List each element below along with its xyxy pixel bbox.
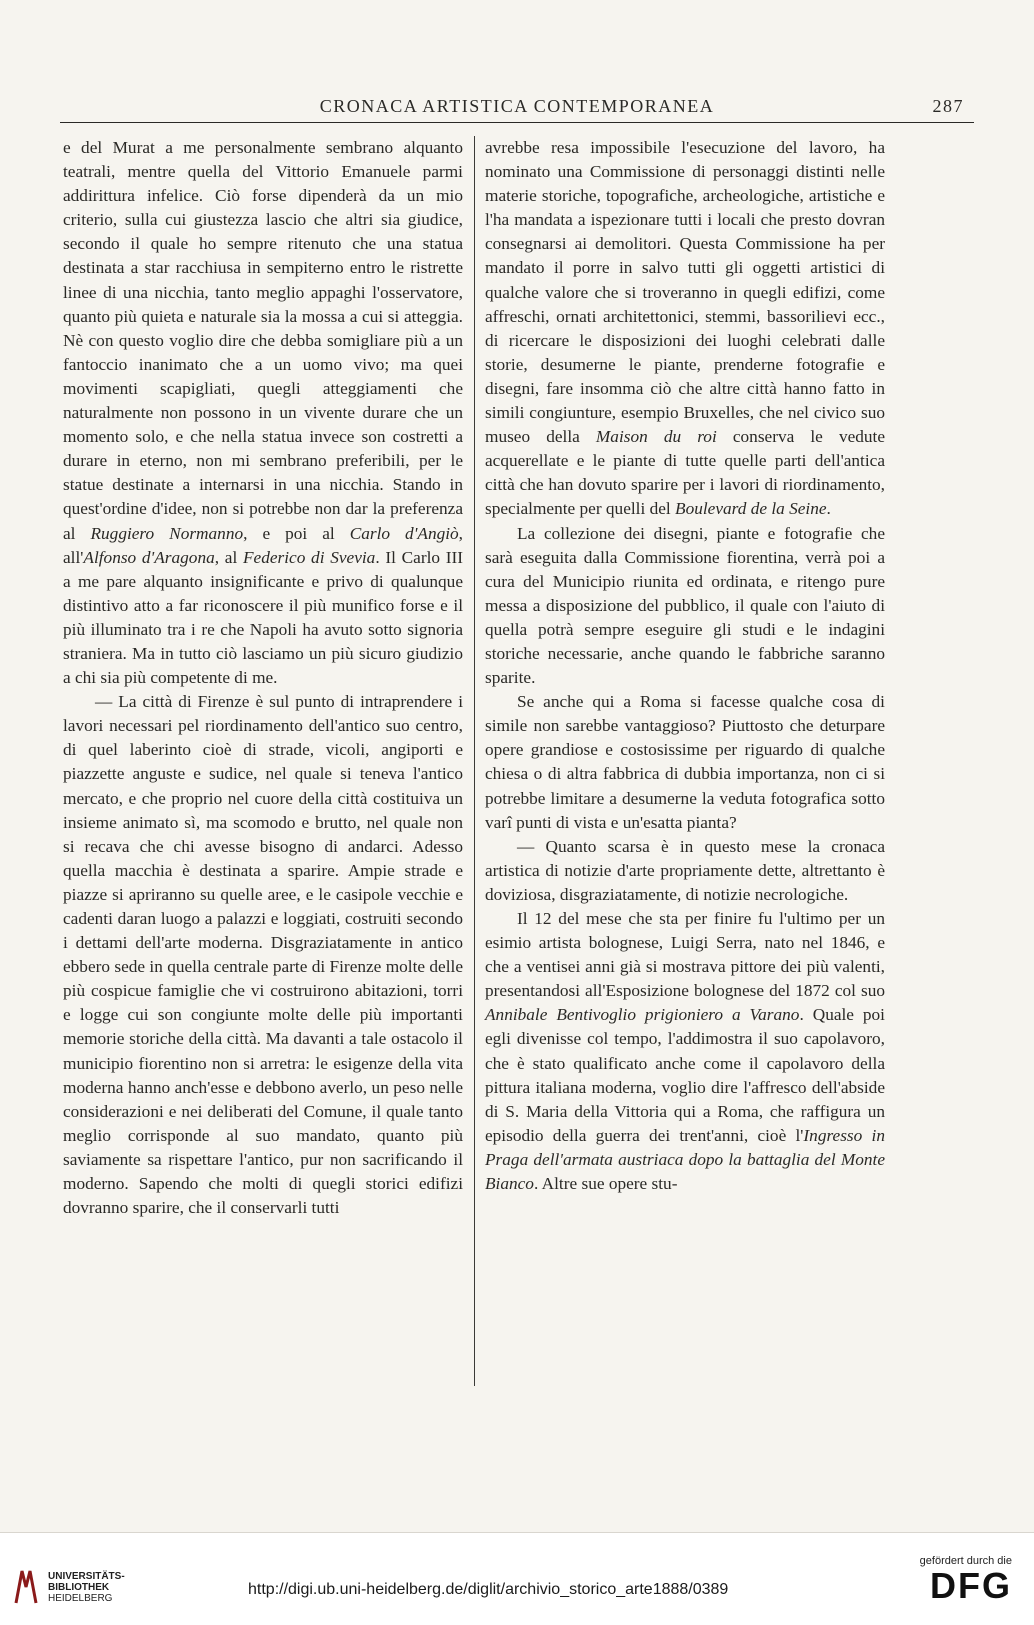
running-head <box>60 92 974 120</box>
library-logo[interactable] <box>12 1567 125 1607</box>
library-seal-icon <box>12 1567 40 1607</box>
permalink-url[interactable]: http://digi.ub.uni-heidelberg.de/diglit/archivio_storico_arte1888/0389 <box>248 1581 729 1598</box>
right-paragraph-5: Il 12 del mese che sta per finire fu l'ultimo per un esimio artista bolognese, Luigi Serra, nato nel 1846, e che a ventisei anni già si mostrava pittore dei più valenti, presentandosi all'Esposizione bolognese del 1872 col suo Annibale Bentivoglio prigioniero a Varano. Quale poi egli divenisse col tempo, l'addimostra il suo capolavoro, che è stato qualificato anche come il capolavoro della pittura italiana moderna, voglio dire l'affresco dell'abside di S. Maria della Vittoria qui a Roma, che raffigura un episodio della guerra dei trent'anni, cioè l'Ingresso in Praga dell'armata austriaca dopo la battaglia del Monte Bianco. Altre sue opere stu- <box>485 909 885 1194</box>
dfg-logo[interactable] <box>920 1555 1012 1605</box>
left-column <box>63 136 463 1220</box>
dfg-wordmark: DFG <box>930 1565 1012 1606</box>
header-rule <box>60 122 974 123</box>
page-number: 287 <box>932 95 964 116</box>
library-name: UNIVERSITÄTS- BIBLIOTHEK HEIDELBERG <box>48 1570 125 1604</box>
funded-by-label: gefördert durch die <box>919 1555 1012 1567</box>
right-paragraph-4: — Quanto scarsa è in questo mese la cronaca artistica di notizie d'arte propriamente dette, altrettanto è doviziosa, disgraziatamente, di notizie necrologiche. <box>485 836 885 904</box>
right-column <box>485 136 885 1196</box>
column-divider <box>474 136 475 1386</box>
left-paragraph-1: e del Murat a me personalmente sembrano alquanto teatrali, mentre quella del Vittorio Emanuele parmi addirittura infelice. Ciò forse dipenderà da un mio criterio, sulla cui giustezza lascio che altri sia giudice, secondo il quale ho sempre ritenuto che una statua destinata a star racchiusa in sempiterno entro le ristrette linee di una nicchia, tanto meglio appaghi l'osservatore, quanto più quieta e naturale sia la mossa a cui si atteggia. Nè con questo voglio dire che debba somigliare più a un fantoccio inanimato che a un uomo vivo; ma quei movimenti scapigliati, quegli atteggiamenti che naturalmente non possono in un vivente durare che un momento solo, e che nella statua invece son costretti a durare in eterno, non mi sembrano preferibili, per le statue destinate a internarsi in una nicchia. Stando in quest'ordine d'idee, non si potrebbe non dar la preferenza al Ruggiero Normanno, e poi al Carlo d'Angiò, all'Alfonso d'Aragona, al Federico di Svevia. Il Carlo III a me pare alquanto insignificante e privo di qualunque distintivo atto a far riconoscere il più munifico forse e il più illuminato tra i re che Napoli ha avuto sotto signoria straniera. Ma in tutto ciò lasciamo un più sicuro giudizio a chi sia più competente di me. <box>63 138 463 688</box>
right-paragraph-1: avrebbe resa impossibile l'esecuzione del lavoro, ha nominato una Commissione di personaggi distinti nelle materie storiche, topografiche, archeologiche, artistiche e l'ha mandata a ispezionare tutti i locali che presto dovran consegnarsi ai demolitori. Questa Commissione ha per mandato il porre in salvo tutti gli oggetti artistici di qualche valore che si troveranno in quegli edifizi, come affreschi, ornati architettonici, stemmi, bassorilievi ecc., di ricercare le disposizioni dei luoghi celebrati dalle storie, desumerne le piante, prenderne fotografie e disegni, fare insomma ciò che altre città hanno fatto in simili congiunture, esempio Bruxelles, che nel civico suo museo della Maison du roi conserva le vedute acquerellate e le piante di tutte quelle parti dell'antica città che han dovuto sparire per i lavori di riordinamento, specialmente per quelli del Boulevard de la Seine. <box>485 138 886 519</box>
right-paragraph-3: Se anche qui a Roma si facesse qualche cosa di simile non sarebbe vantaggioso? Piuttosto che deturpare opere grandiose e costosissime per riguardo di qualche chiesa o di altra fabbrica di dubbia importanza, non ci si potrebbe limitare a desumerne la veduta fotografica sotto varî punti di vista e un'esatta pianta? <box>485 692 885 832</box>
running-head-title: CRONACA ARTISTICA CONTEMPORANEA <box>319 95 715 116</box>
viewer-footer <box>0 1532 1034 1625</box>
right-paragraph-2: La collezione dei disegni, piante e fotografie che sarà eseguita dalla Commissione fiorentina, verrà poi a cura del Municipio riunita ed ordinata, e ritengo pure messa a disposizione del pubblico, il quale con l'aiuto di quella potrà sempre eseguire gli studi e le indagini storiche necessarie, anche quando le fabbriche saranno sparite. <box>485 523 885 688</box>
left-paragraph-2: — La città di Firenze è sul punto di intraprendere i lavori necessari pel riordinamento dell'antico suo centro, di quel laberinto cioè di strade, vicoli, angiporti e piazzette anguste e sudice, nel quale si teneva l'antico mercato, e che proprio nel cuore della città costituiva un insieme animato sì, ma scomodo e brutto, nel quale non si recava che chi avesse bisogno di andarci. Adesso quella macchia è destinata a sparire. Ampie strade e piazze si apriranno su quelle aree, e le casipole vecchie e cadenti daran luogo a palazzi e loggiati, costruiti secondo i dettami dell'arte moderna. Disgraziatamente in antico ebbero sede in quella centrale parte di Firenze molte delle più cospicue famiglie che vi costruirono abitazioni, torri e logge cui son congiunte molte delle più importanti memorie storiche della città. Ma davanti a tale ostacolo il municipio fiorentino non si arretra: le esigenze della vita moderna hanno anch'esse e debbono averlo, un peso nelle considerazioni e nei deliberati del Comune, il quale tanto meglio corrisponde al suo mandato, quanto più saviamente sa rispettare l'antico, pur non sacrificando il moderno. Sapendo che molti di quegli storici edifizi dovranno sparire, che il conservarli tutti <box>63 692 463 1218</box>
